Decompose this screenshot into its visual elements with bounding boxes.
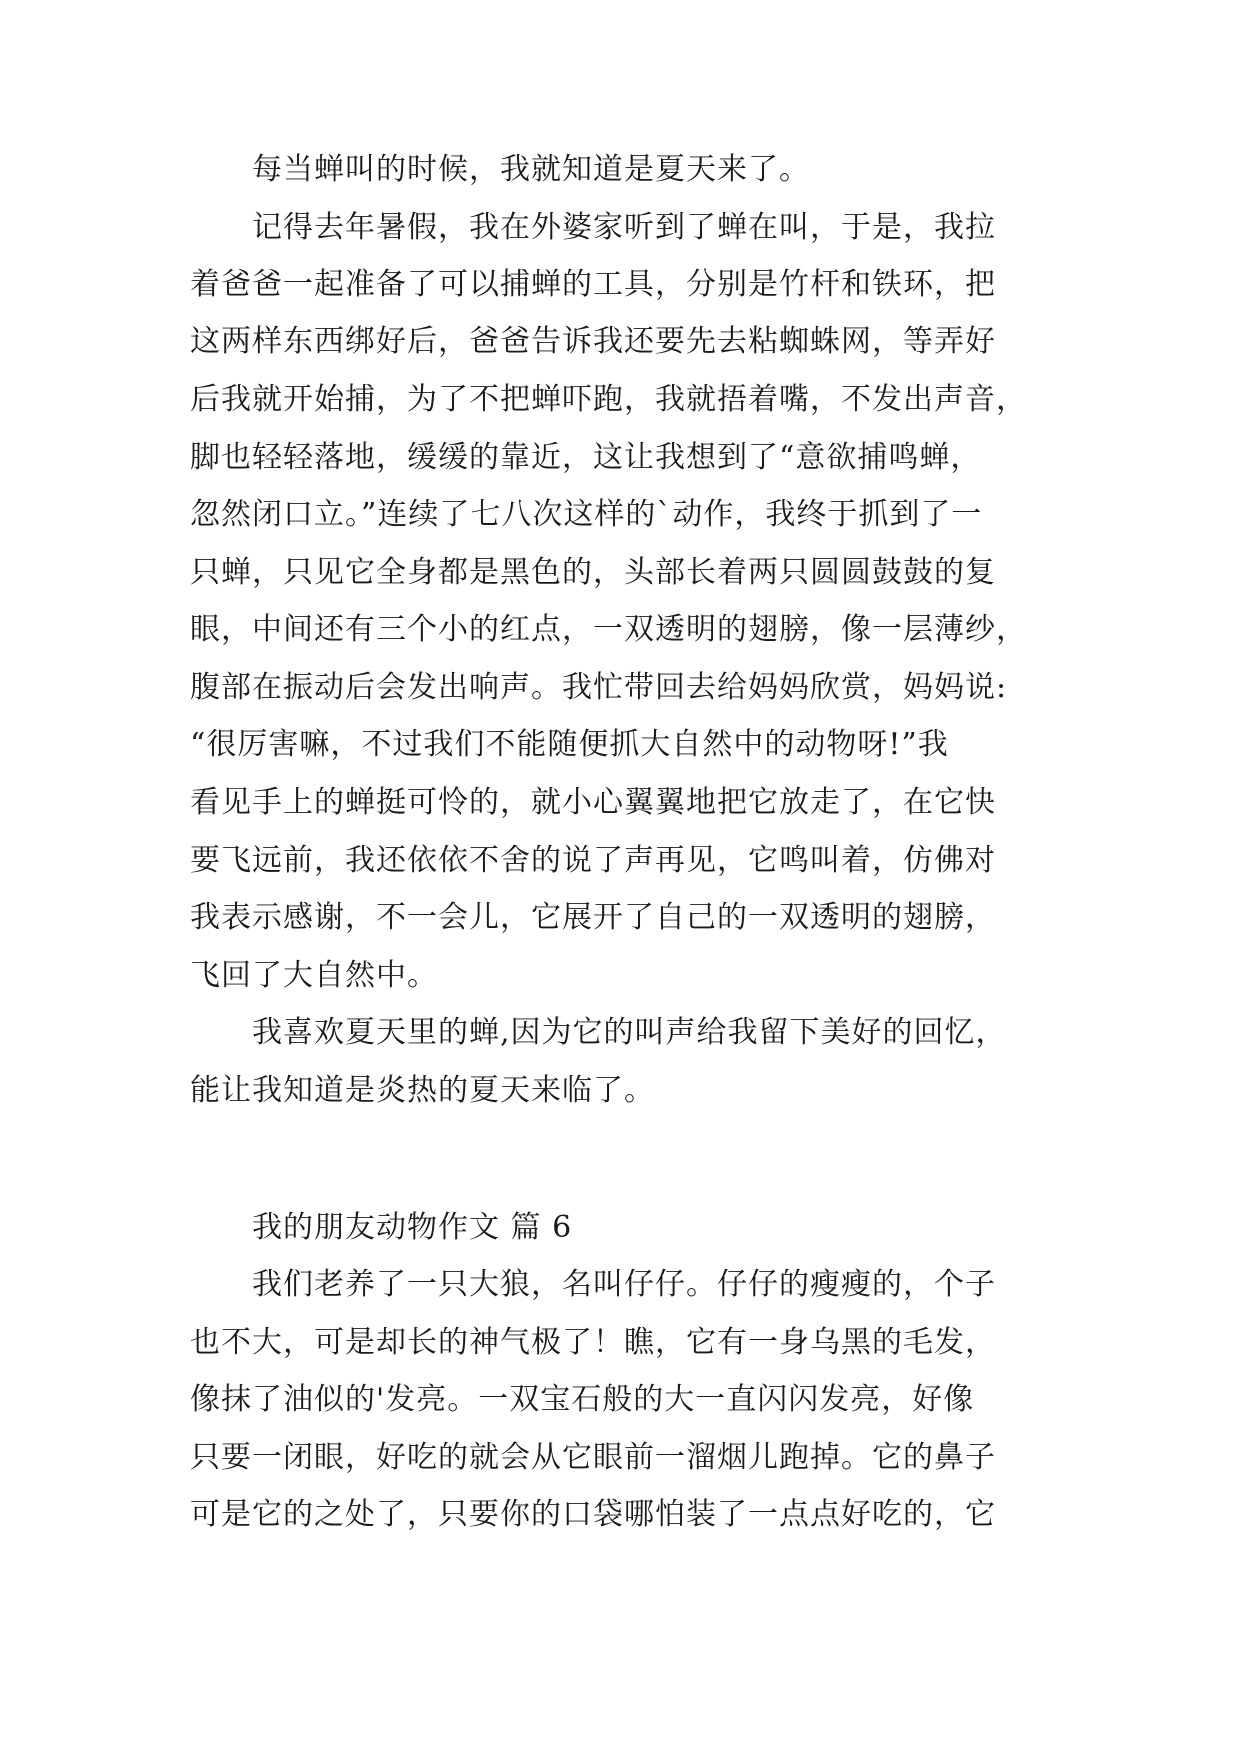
paragraph-line: 我们老养了一只大狼，名叫仔仔。仔仔的瘦瘦的，个子	[252, 1267, 996, 1302]
paragraph-line: 我喜欢夏天里的蝉,因为它的叫声给我留下美好的回忆，	[252, 1015, 1007, 1050]
paragraph-line: 像抹了油似的'发亮。一双宝石般的大一直闪闪发亮，好像	[190, 1382, 975, 1417]
paragraph-line: 着爸爸一起准备了可以捕蝉的工具，分别是竹杆和铁环，把	[190, 267, 996, 302]
paragraph-line: 眼，中间还有三个小的红点，一双透明的翅膀，像一层薄纱，	[190, 612, 1027, 647]
paragraph-line: 每当蝉叫的时候，我就知道是夏天来了。	[252, 152, 810, 187]
paragraph-line: 脚也轻轻落地，缓缓的靠近，这让我想到了“意欲捕鸣蝉，	[190, 440, 982, 475]
paragraph-line: 看见手上的蝉挺可怜的，就小心翼翼地把它放走了，在它快	[190, 785, 996, 820]
paragraph-line: 忽然闭口立。”连续了七八次这样的`动作，我终于抓到了一	[190, 497, 983, 532]
paragraph-line: 要飞远前，我还依依不舍的说了声再见，它鸣叫着，仿佛对	[190, 843, 996, 878]
paragraph-line: 后我就开始捕，为了不把蝉吓跑，我就捂着嘴，不发出声音，	[190, 382, 1027, 417]
paragraph-line: 只蝉，只见它全身都是黑色的，头部长着两只圆圆鼓鼓的复	[190, 555, 996, 590]
paragraph-line: 我表示感谢，不一会儿，它展开了自己的一双透明的翅膀，	[190, 900, 996, 935]
paragraph-line: 只要一闭眼，好吃的就会从它眼前一溜烟儿跑掉。它的鼻子	[190, 1440, 996, 1475]
paragraph-line: 飞回了大自然中。	[190, 958, 438, 993]
paragraph-line: 能让我知道是炎热的夏天来临了。	[190, 1073, 655, 1108]
paragraph-line: “很厉害嘛，不过我们不能随便抓大自然中的动物呀!”我	[190, 727, 949, 762]
section-heading: 我的朋友动物作文 篇 6	[252, 1210, 573, 1245]
paragraph-line: 这两样东西绑好后，爸爸告诉我还要先去粘蜘蛛网，等弄好	[190, 324, 996, 359]
paragraph-line: 腹部在振动后会发出响声。我忙带回去给妈妈欣赏，妈妈说:	[190, 670, 1008, 705]
paragraph-line: 也不大，可是却长的神气极了！瞧，它有一身乌黑的毛发，	[190, 1325, 996, 1360]
paragraph-line: 记得去年暑假，我在外婆家听到了蝉在叫，于是，我拉	[252, 210, 996, 245]
paragraph-line: 可是它的之处了，只要你的口袋哪怕装了一点点好吃的，它	[190, 1497, 996, 1532]
